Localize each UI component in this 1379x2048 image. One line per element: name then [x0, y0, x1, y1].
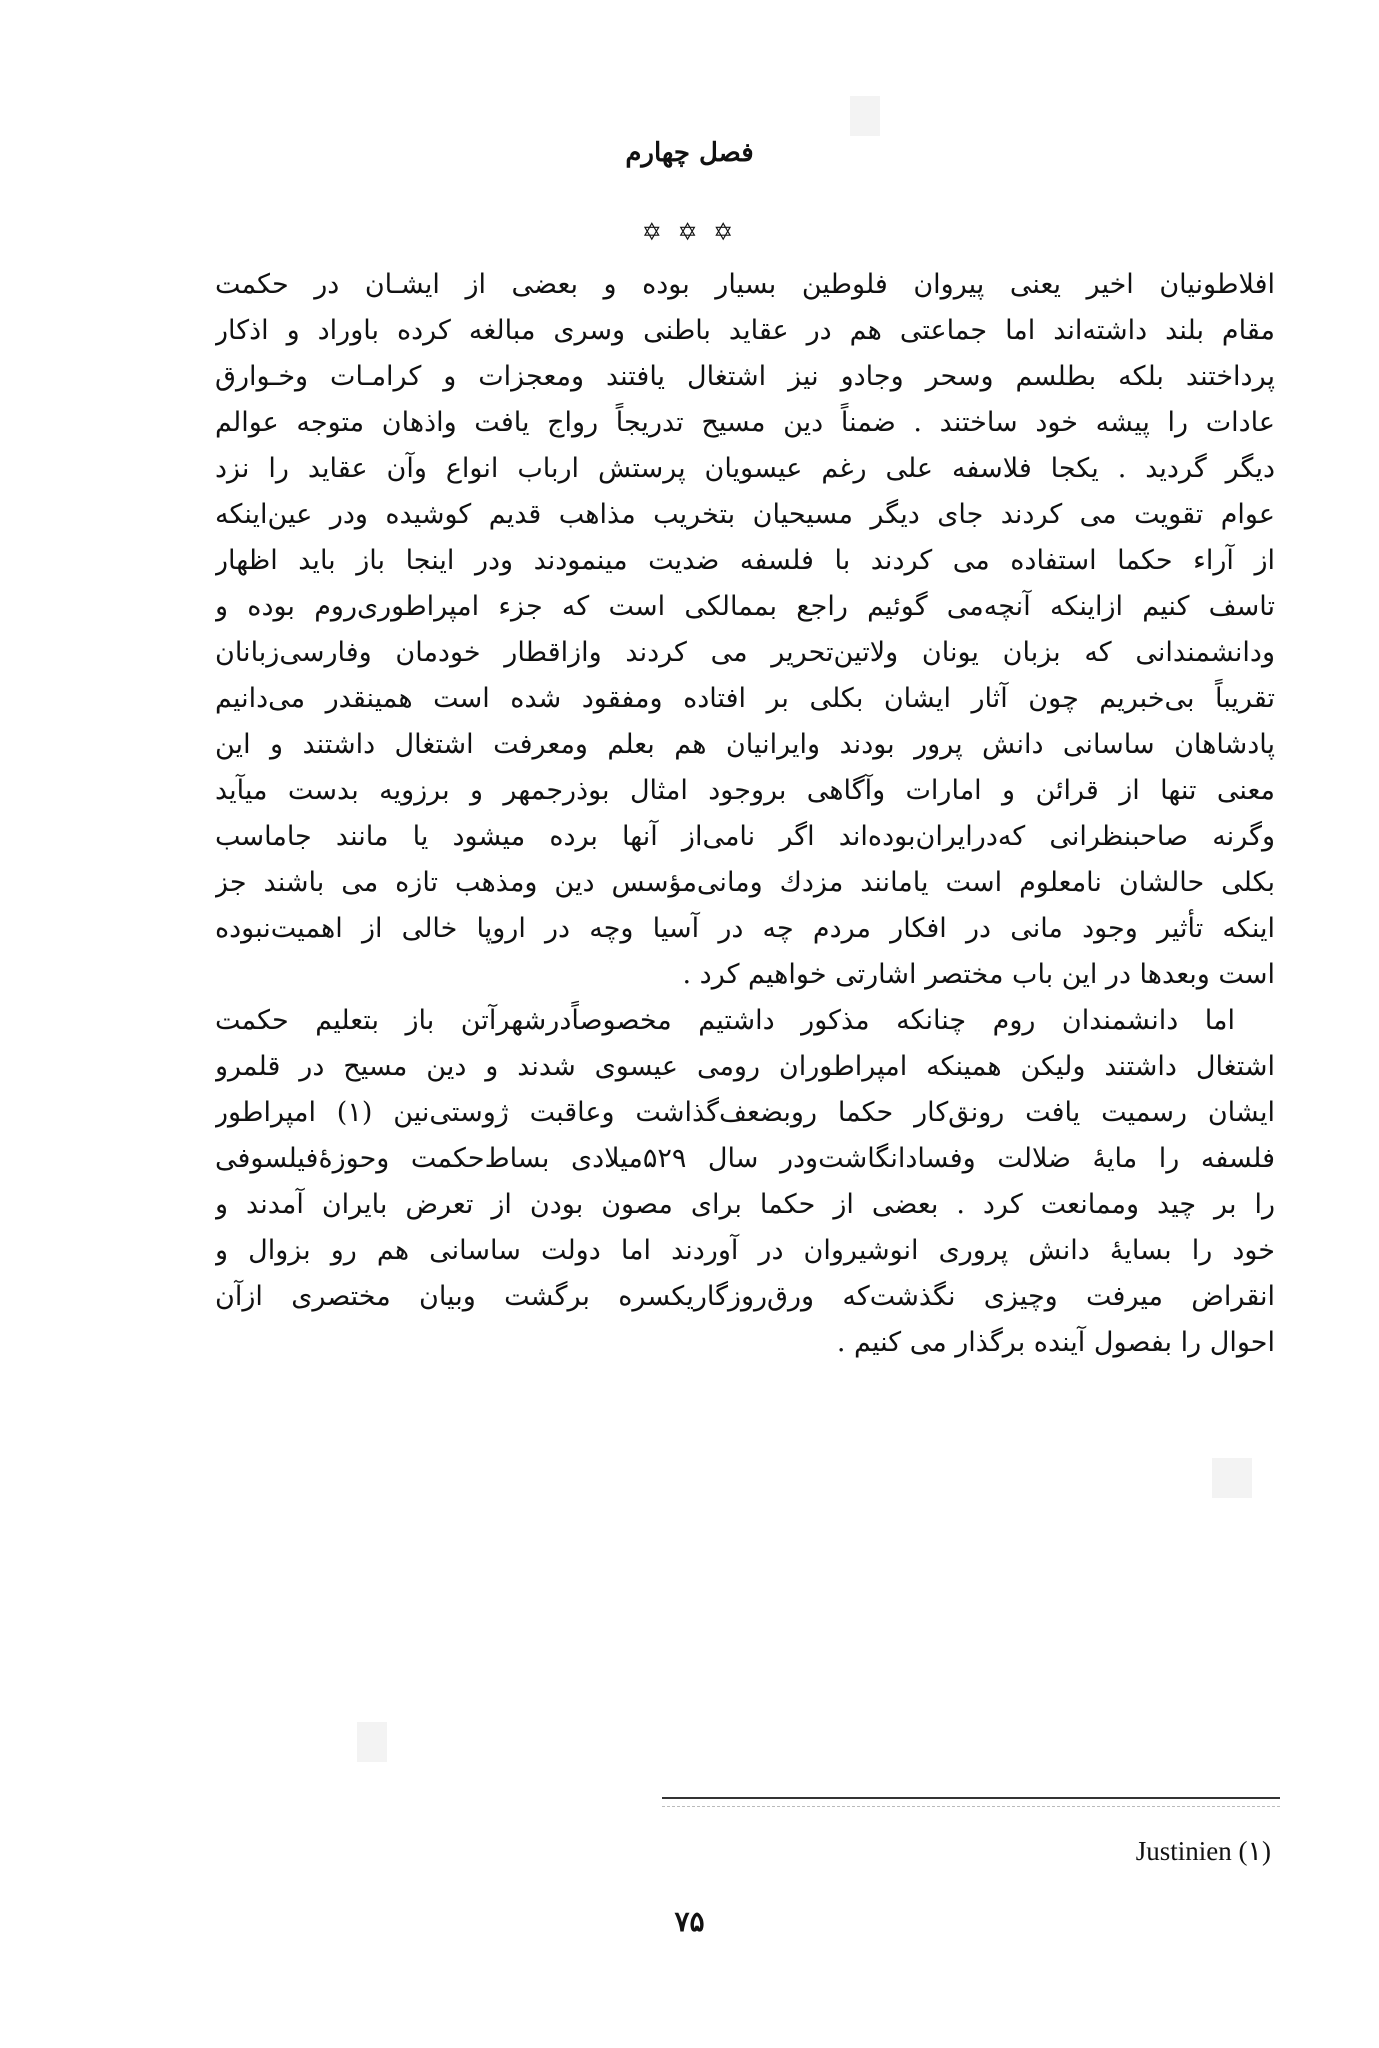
text-line: وگرنه صاحبنظرانی که‌درایران‌بوده‌اند اگر نامی‌از آنها برده میشود یا مانند جاماسب [215, 821, 1275, 852]
page-number: ۷۵ [674, 1905, 705, 1938]
text-line: دیگر گردید . یکجا فلاسفه علی رغم عیسویان پرستش ارباب انواع وآن عقاید را نزد [215, 453, 1275, 484]
text-line: ایشان رسمیت یافت رونق‌کار حکما روبضعف‌گذاشت وعاقبت ژوستی‌نین (۱) امپراطور [215, 1097, 1275, 1128]
text-line: خود را بسایهٔ دانش پروری انوشیروان در آوردند اما دولت ساسانی هم رو بزوال و [215, 1235, 1275, 1266]
scan-smudge [357, 1722, 387, 1762]
text-line: اما دانشمندان روم چنانکه مذکور داشتیم مخصوصاًدرشهرآتن باز بتعلیم حکمت [215, 1005, 1235, 1036]
text-line: عوام تقویت می کردند جای دیگر مسیحیان بتخریب مذاهب قدیم کوشیده ودر عین‌اینکه [215, 499, 1275, 530]
text-line: مقام بلند داشته‌اند اما جماعتی هم در عقاید باطنی وسری مبالغه کرده باوراد و اذکار [215, 315, 1275, 346]
text-line: پادشاهان ساسانی دانش پرور بودند وایرانیان هم بعلم ومعرفت اشتغال داشتند و این [215, 729, 1275, 760]
text-line: پرداختند بلکه بطلسم وسحر وجادو نیز اشتغال یافتند ومعجزات و کرامـات وخـوارق [215, 361, 1275, 392]
text-line: انقراض میرفت وچیزی نگذشت‌که ورق‌روزگار‌یکسره برگشت وبیان مختصری ازآن [215, 1281, 1275, 1312]
text-line: تاسف کنیم ازاینکه آنچه‌می گوئیم راجع بممالکی است که جزء امپراطوری‌روم بوده و [215, 591, 1275, 622]
text-line: را بر چید وممانعت کرد . بعضی از حکما برای مصون بودن از تعرض بایران آمدند و [215, 1189, 1275, 1220]
text-line: معنی تنها از قرائن و امارات وآگاهی بروجود امثال بوذرجمهر و برزویه بدست میآید [215, 775, 1275, 806]
footnote: Justinien (۱) [1135, 1836, 1271, 1866]
text-line: ودانشمندانی که بزبان یونان ولاتین‌تحریر می کردند وازاقطار خودمان وفارسی‌زبانان [215, 637, 1275, 668]
chapter-title: فصل چهارم [625, 138, 754, 168]
text-line: عادات را پیشه خود ساختند . ضمناً دین مسیح تدریجاً رواج یافت واذهان متوجه عوالم [215, 407, 1275, 438]
footnote-divider [662, 1797, 1280, 1799]
text-line: بکلی حالشان نامعلوم است یامانند مزدك ومانی‌مؤسس دین ومذهب تازه می باشند جز [215, 867, 1275, 898]
text-line: اشتغال داشتند ولیکن همینکه امپراطوران رومی عیسوی شدند و دین مسیح در قلمرو [215, 1051, 1275, 1082]
scan-smudge [1212, 1458, 1252, 1498]
text-line: افلاطونیان اخیر یعنی پیروان فلوطین بسیار بوده و بعضی از ایشـان در حکمت [215, 269, 1275, 300]
ornament-stars: ✡ ✡ ✡ [641, 218, 738, 246]
text-line: احوال را بفصول آینده برگذار می کنیم . [836, 1327, 1275, 1358]
text-line: فلسفه را مایهٔ ضلالت وفسادانگاشت‌ودر سال ۵۲۹میلادی بساط‌حکمت وحوزهٔ‌فیلسوفی [215, 1143, 1275, 1174]
scan-smudge [850, 96, 880, 136]
footnote-divider-faint [662, 1806, 1280, 1807]
body-text [215, 262, 1275, 1366]
text-line: است وبعدها در این باب مختصر اشارتی خواهیم کرد . [682, 959, 1275, 990]
text-line: تقریباً بی‌خبریم چون آثار ایشان بکلی بر افتاده ومفقود شده است همینقدر می‌دانیم [215, 683, 1275, 714]
text-line: اینکه تأثیر وجود مانی در افکار مردم چه در آسیا وچه در اروپا خالی از اهمیت‌نبوده [215, 913, 1275, 944]
text-line: از آراء حکما استفاده می کردند با فلسفه ضدیت مینمودند ودر اینجا باز باید اظهار [215, 545, 1275, 576]
